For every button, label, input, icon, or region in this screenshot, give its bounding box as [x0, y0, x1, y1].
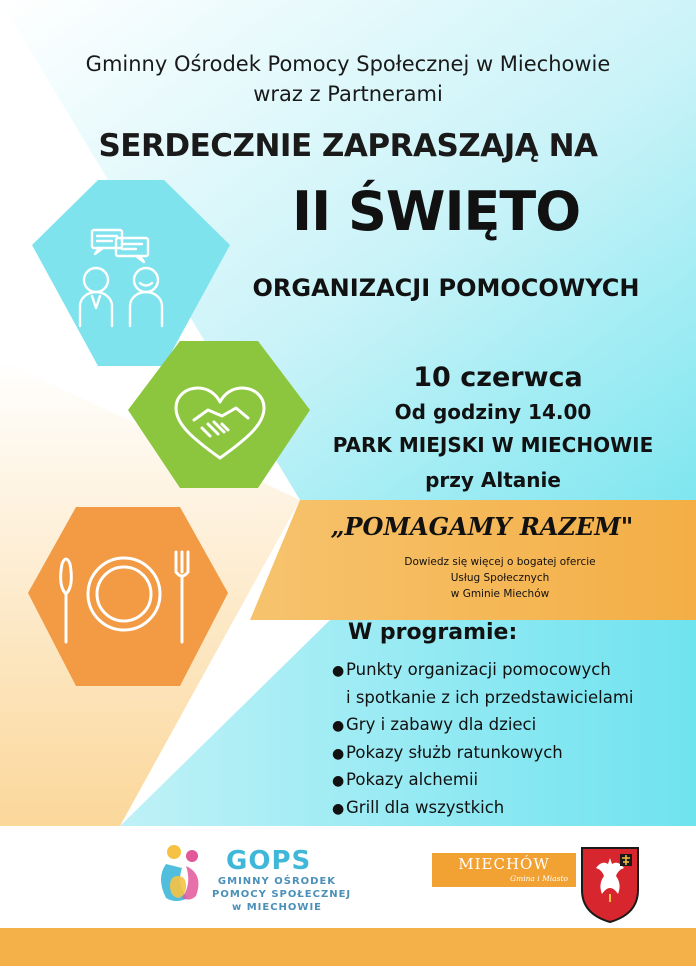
info-line-2: Usług Społecznych	[450, 572, 550, 584]
gops-line-1: GMINNY OŚRODEK	[217, 876, 337, 887]
miechow-subtitle: Gmina i Miasto	[510, 874, 568, 883]
organizer-line: Gminny Ośrodek Pomocy Społecznej w Miechowie	[85, 52, 611, 76]
plate-cutlery-icon	[48, 546, 198, 646]
event-place: PARK MIEJSKI W MIECHOWIE	[332, 433, 654, 457]
bullet-icon: ●	[332, 663, 345, 679]
event-date: 10 czerwca	[413, 362, 583, 393]
eagle-crest-icon	[580, 846, 640, 924]
program-list	[332, 656, 634, 821]
partners-line: wraz z Partnerami	[253, 82, 443, 106]
bullet-icon: ●	[332, 718, 345, 734]
bottom-stripe	[0, 928, 696, 966]
event-subtitle: ORGANIZACJI POMOCOWYCH	[252, 274, 640, 302]
event-title: II ŚWIĘTO	[292, 180, 581, 243]
list-item: i spotkanie z ich przedstawicielami	[346, 687, 634, 707]
gops-logo-icon	[152, 842, 216, 908]
people-chat-icon	[72, 226, 182, 330]
list-item: ● Punkty organizacji pomocowych	[332, 656, 634, 684]
program-title: W programie:	[348, 620, 518, 645]
slogan: „POMAGAMY RAZEM"	[330, 512, 634, 541]
invitation-heading: SERDECZNIE ZAPRASZAJĄ NA	[98, 128, 598, 164]
list-item: ● Grill dla wszystkich	[332, 794, 634, 822]
bullet-icon: ●	[332, 773, 345, 789]
info-line-1: Dowiedz się więcej o bogatej ofercie	[404, 556, 596, 568]
list-item: ● Pokazy alchemii	[332, 766, 634, 794]
list-item: ● Pokazy służb ratunkowych	[332, 739, 634, 767]
miechow-name: MIECHÓW	[458, 855, 550, 873]
bullet-icon: ●	[332, 800, 345, 817]
event-time: Od godziny 14.00	[394, 400, 592, 424]
bullet-icon: ●	[332, 745, 345, 762]
gops-line-2: POMOCY SPOŁECZNEJ	[212, 889, 352, 900]
list-item: ● Gry i zabawy dla dzieci	[332, 711, 634, 739]
info-line-3: w Gminie Miechów	[450, 588, 550, 600]
heart-handshake-icon	[172, 384, 268, 464]
gops-line-3: w MIECHOWIE	[231, 902, 322, 913]
gops-title: GOPS	[226, 846, 312, 876]
event-spot: przy Altanie	[425, 468, 561, 492]
